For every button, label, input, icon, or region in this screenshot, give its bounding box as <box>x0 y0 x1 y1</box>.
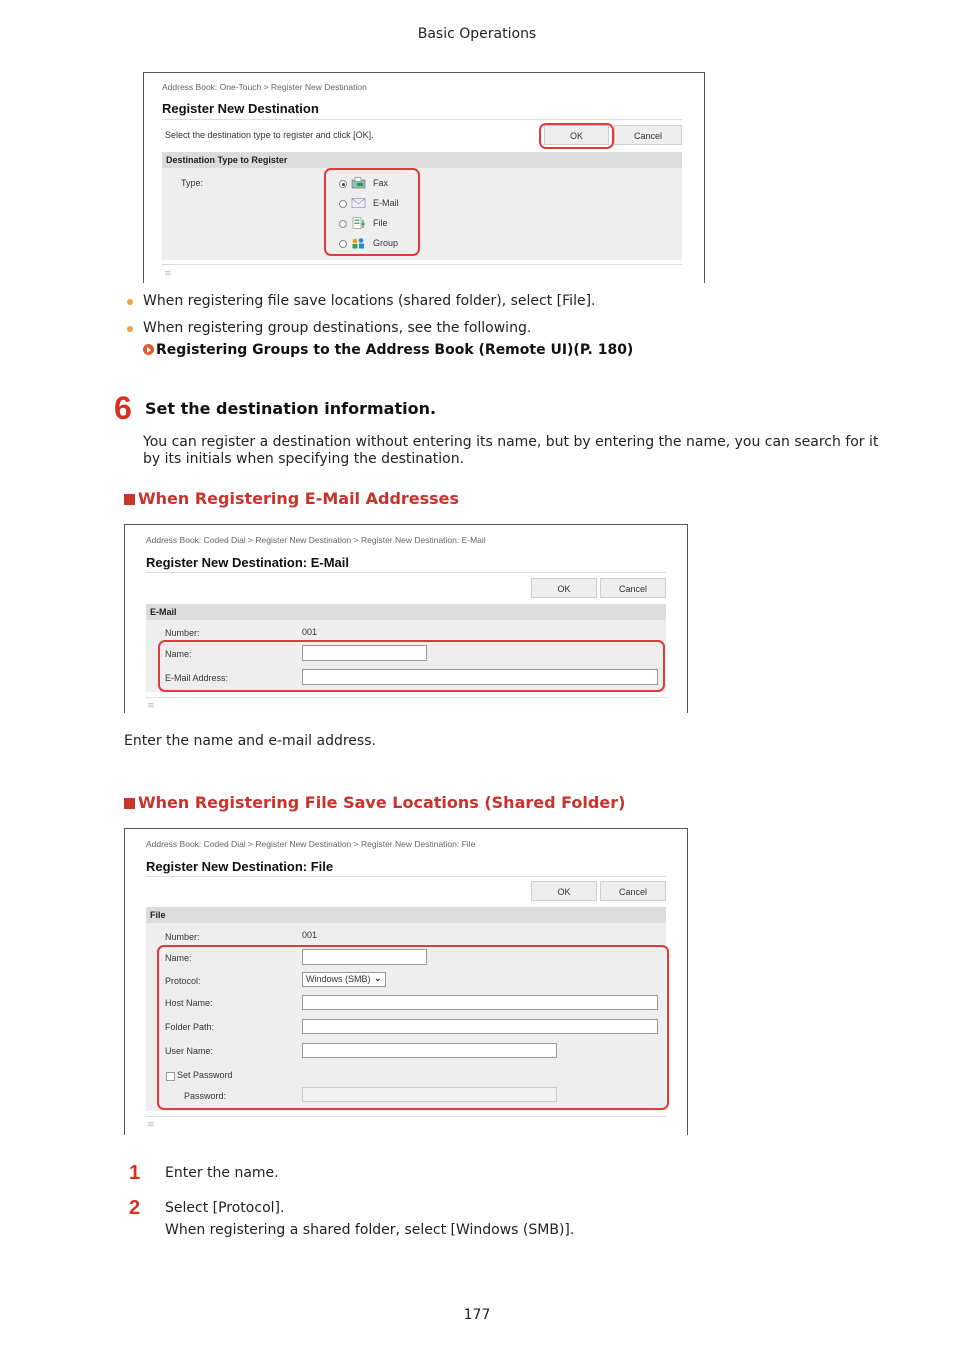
ok-highlight <box>539 123 614 149</box>
number-label: Number: <box>165 628 200 638</box>
groups-reference-link[interactable] <box>143 342 633 358</box>
option-fax-label: Fax <box>373 178 389 188</box>
heading-square-icon <box>124 798 135 809</box>
bullet-dot <box>127 299 133 305</box>
protocol-value: Windows (SMB) <box>306 974 371 984</box>
number-label: Number: <box>165 932 200 942</box>
instruction-text: Select the destination type to register and click [OK]. <box>165 130 374 140</box>
email-address-label: E-Mail Address: <box>165 673 229 683</box>
divider-bottom <box>146 1116 666 1117</box>
cancel-button[interactable]: Cancel <box>600 578 666 598</box>
screen-title: Register New Destination: E-Mail <box>146 555 349 570</box>
substep-subtext: When registering a shared folder, select [Windows (SMB)]. <box>165 1222 575 1238</box>
email-screenshot <box>124 524 688 713</box>
cancel-button[interactable]: Cancel <box>600 881 666 901</box>
fields-highlight <box>158 640 665 692</box>
step-number: 6 <box>114 390 132 426</box>
divider <box>162 119 682 120</box>
page-number: 177 <box>463 1307 491 1323</box>
protocol-label: Protocol: <box>165 976 201 986</box>
file-heading-text: When Registering File Save Locations (Shared Folder) <box>138 793 626 812</box>
number-value: 001 <box>302 627 318 637</box>
file-screenshot <box>124 828 688 1135</box>
breadcrumb: Address Book: Coded Dial > Register New Destination > Register New Destination: E-Mail <box>146 535 486 545</box>
heading-square-icon <box>124 494 135 505</box>
register-destination-screenshot <box>143 72 705 283</box>
bullet-dot <box>127 326 133 332</box>
section-header: File <box>146 907 666 923</box>
type-options-highlight <box>324 168 420 256</box>
file-section-heading <box>124 793 625 812</box>
option-group-label: Group <box>373 238 399 248</box>
divider <box>146 876 666 877</box>
email-heading-text: When Registering E-Mail Addresses <box>138 489 460 508</box>
link-arrow-icon <box>143 344 154 355</box>
resize-handle-icon: ≡ <box>164 269 172 279</box>
divider-bottom <box>146 697 666 698</box>
resize-handle-icon: ≡ <box>147 1120 155 1130</box>
ok-button[interactable]: OK <box>544 125 609 145</box>
divider <box>146 572 666 573</box>
chevron-down-icon: ⌄ <box>374 973 382 983</box>
user-name-label: User Name: <box>165 1046 214 1056</box>
substep-text: Enter the name. <box>165 1165 279 1181</box>
ok-button[interactable]: OK <box>531 881 597 901</box>
substep-number: 2 <box>129 1197 141 1219</box>
substep-text: Select [Protocol]. <box>165 1200 285 1216</box>
section-panel <box>162 168 682 260</box>
fields-highlight <box>157 945 669 1110</box>
section-header: E-Mail <box>146 604 666 620</box>
ok-button[interactable]: OK <box>531 578 597 598</box>
set-password-label: Set Password <box>177 1070 233 1080</box>
substep-number: 1 <box>129 1162 141 1184</box>
page-header: Basic Operations <box>417 26 537 42</box>
number-value: 001 <box>302 930 318 940</box>
step-title: Set the destination information. <box>145 399 437 418</box>
option-email-label: E-Mail <box>373 198 399 208</box>
breadcrumb: Address Book: Coded Dial > Register New Destination > Register New Destination: File <box>146 839 476 849</box>
screen-title: Register New Destination <box>162 101 319 116</box>
step-description: You can register a destination without entering its name, but by entering the name, you can search for it by its initials when specifying the destination. <box>143 434 879 467</box>
divider-bottom <box>162 264 682 265</box>
groups-link-text: Registering Groups to the Address Book (Remote UI)(P. 180) <box>156 342 634 358</box>
screen-title: Register New Destination: File <box>146 859 334 874</box>
section-header: Destination Type to Register <box>162 152 682 168</box>
email-section-heading <box>124 489 459 508</box>
name-label: Name: <box>165 953 192 963</box>
host-name-label: Host Name: <box>165 998 213 1008</box>
option-file-label: File <box>373 218 388 228</box>
password-label: Password: <box>184 1091 227 1101</box>
cancel-button[interactable]: Cancel <box>614 125 682 145</box>
resize-handle-icon: ≡ <box>147 701 155 711</box>
breadcrumb: Address Book: One-Touch > Register New Destination <box>162 82 367 92</box>
bullet-group: When registering group destinations, see the following. <box>143 320 532 336</box>
bullet-file: When registering file save locations (shared folder), select [File]. <box>143 293 596 309</box>
name-label: Name: <box>165 649 192 659</box>
type-label: Type: <box>181 178 204 188</box>
folder-path-label: Folder Path: <box>165 1022 215 1032</box>
email-caption: Enter the name and e-mail address. <box>124 733 376 749</box>
